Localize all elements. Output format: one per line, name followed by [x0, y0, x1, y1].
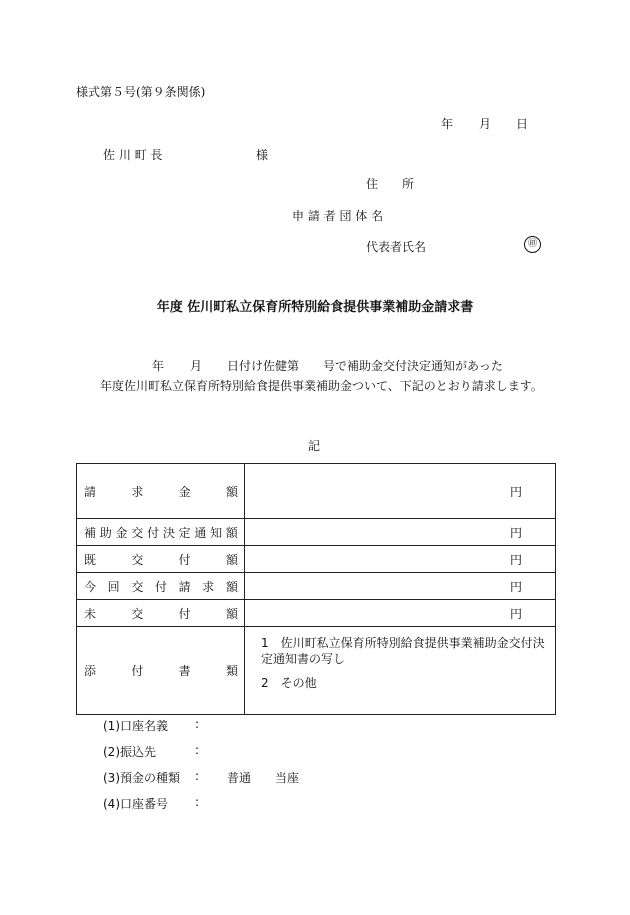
- seal-mark: ㊞: [524, 236, 541, 253]
- row-label: [77, 519, 245, 546]
- applicant-group-label: 申 請 者 団 体 名: [292, 209, 384, 223]
- row-label-char: 金: [115, 525, 128, 540]
- table-row: [77, 600, 556, 627]
- date-year: 年: [441, 117, 454, 131]
- date-day: 日: [516, 117, 529, 131]
- attachments-label: [77, 627, 245, 715]
- document-title: 年度 佐川町私立保育所特別給食提供事業補助金請求書: [156, 300, 474, 315]
- row-label-char: 既: [84, 552, 97, 567]
- row-label-char: 助: [99, 525, 112, 540]
- row-label-char: 請: [178, 579, 191, 594]
- yen-unit: 円: [509, 552, 522, 567]
- attachments-cell: [245, 627, 556, 715]
- bank-info-line: [103, 795, 363, 812]
- table-row: [77, 573, 556, 600]
- row-label: [77, 573, 245, 600]
- bank-info-colon: :: [195, 717, 200, 731]
- bank-info-line: [103, 769, 363, 786]
- attachment-item: 1 佐川町私立保育所特別給食提供事業補助金交付決定通知書の写し: [261, 636, 545, 666]
- row-label-char: 額: [225, 579, 238, 594]
- amount-cell[interactable]: [245, 600, 556, 627]
- row-label-char: 決: [162, 525, 175, 540]
- row-label-char: 請: [84, 484, 97, 499]
- bank-info-line: [103, 717, 363, 734]
- attachments-label-char: 添: [84, 664, 97, 678]
- row-label-char: 知: [210, 525, 223, 540]
- row-label-char: 求: [131, 484, 144, 499]
- applicant-representative-label: 代表者氏名: [366, 240, 427, 254]
- addressee-suffix: 様: [256, 148, 269, 162]
- row-label-char: 回: [107, 579, 120, 594]
- bank-info-label: (1)口座名義: [103, 719, 168, 733]
- row-label-char: 定: [178, 525, 191, 540]
- bank-info-colon: :: [195, 795, 200, 809]
- row-label-char: 交: [131, 552, 144, 567]
- row-label-char: 通: [194, 525, 207, 540]
- attachments-label-char: 類: [225, 664, 238, 678]
- attachments-label-char: 書: [178, 664, 191, 678]
- row-label-char: 額: [225, 552, 238, 567]
- row-label-char: 求: [202, 579, 215, 594]
- attachment-item: 2 その他: [261, 676, 317, 690]
- date-month: 月: [479, 117, 492, 131]
- yen-unit: 円: [509, 579, 522, 594]
- row-label-char: 交: [131, 579, 144, 594]
- row-label-char: 額: [225, 484, 238, 499]
- bank-info-line: [103, 743, 363, 760]
- amount-cell[interactable]: [245, 464, 556, 519]
- ki-heading: 記: [308, 439, 321, 453]
- bank-info-option[interactable]: 当座: [275, 771, 300, 785]
- row-label-char: 付: [154, 579, 167, 594]
- row-label: [77, 546, 245, 573]
- bank-info-colon: :: [195, 743, 200, 757]
- row-label-char: 交: [131, 606, 144, 621]
- row-label-char: 今: [84, 579, 97, 594]
- body-line1-text: 日付け佐健第 号で補助金交付決定通知があった: [227, 359, 503, 373]
- yen-unit: 円: [509, 606, 522, 621]
- bank-info-colon: :: [195, 769, 200, 783]
- bank-info-option[interactable]: 普通: [227, 771, 252, 785]
- amount-cell[interactable]: [245, 519, 556, 546]
- row-label-char: 補: [84, 525, 97, 540]
- row-label-char: 付: [178, 606, 191, 621]
- addressee-name: 佐 川 町 長: [103, 148, 163, 162]
- row-label-char: 金: [178, 484, 191, 499]
- row-label-char: 額: [225, 606, 238, 621]
- table-row: [77, 546, 556, 573]
- row-label-char: 額: [225, 525, 238, 540]
- table-row: [77, 519, 556, 546]
- amount-cell[interactable]: [245, 546, 556, 573]
- applicant-address-label: 住 所: [366, 177, 415, 191]
- attachments-label-char: 付: [131, 664, 144, 678]
- bank-info-label: (3)預金の種類: [103, 771, 180, 785]
- row-label-char: 交: [131, 525, 144, 540]
- attachments-row: [77, 627, 556, 715]
- table-row: [77, 464, 556, 519]
- body-month: 月: [190, 359, 203, 373]
- yen-unit: 円: [509, 484, 522, 499]
- form-number: 様式第５号(第９条関係): [76, 85, 206, 99]
- row-label-char: 付: [178, 552, 191, 567]
- yen-unit: 円: [509, 525, 522, 540]
- row-label: [77, 464, 245, 519]
- claim-table: [76, 463, 556, 715]
- row-label: [77, 600, 245, 627]
- bank-info-label: (2)振込先: [103, 745, 156, 759]
- row-label-char: 付: [147, 525, 160, 540]
- bank-info-label: (4)口座番号: [103, 797, 168, 811]
- amount-cell[interactable]: [245, 573, 556, 600]
- body-year: 年: [152, 359, 165, 373]
- body-line2: 年度佐川町私立保育所特別給食提供事業補助金ついて、下記のとおり請求します。: [100, 379, 543, 393]
- row-label-char: 未: [84, 606, 97, 621]
